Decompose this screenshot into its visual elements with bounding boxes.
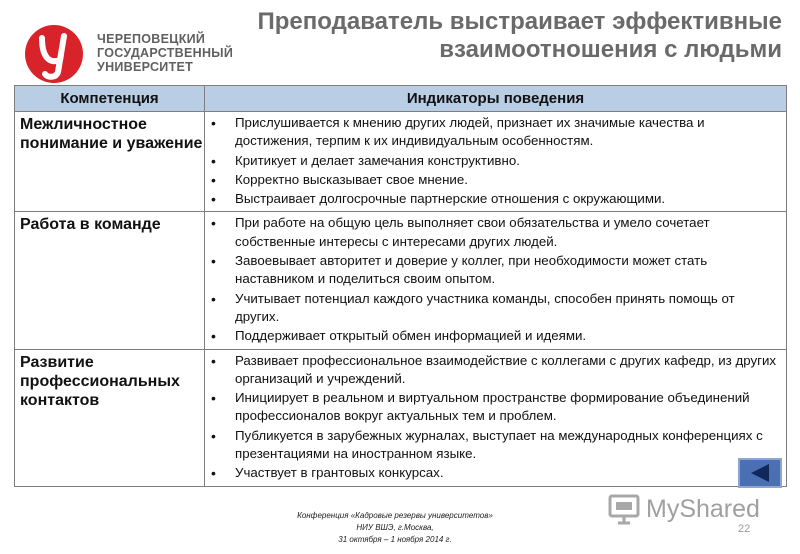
list-item: • Участвует в грантовых конкурсах. bbox=[205, 464, 780, 482]
conference-line-3: 31 октября – 1 ноября 2014 г. bbox=[338, 535, 452, 544]
indicators-cell bbox=[205, 212, 787, 349]
watermark bbox=[608, 492, 760, 526]
page-number: 22 bbox=[738, 523, 751, 535]
table-row bbox=[15, 212, 787, 349]
list-item: • При работе на общую цель выполняет свои обязательства и умело сочетает собственные интересы с интересами других людей. bbox=[205, 214, 780, 251]
table-row bbox=[15, 112, 787, 212]
competence-cell: Межличностное понимание и уважение bbox=[15, 112, 205, 212]
competence-table bbox=[14, 85, 787, 487]
header-indicators: Индикаторы поведения bbox=[205, 86, 787, 112]
table-header-row bbox=[15, 86, 787, 112]
arrow-left-icon bbox=[751, 464, 769, 482]
watermark-text: MyShared bbox=[646, 494, 760, 523]
conference-line-2: НИУ ВШЭ, г.Москва, bbox=[356, 523, 434, 532]
indicator-list bbox=[205, 212, 786, 348]
university-logo bbox=[24, 24, 88, 84]
slide-title bbox=[258, 8, 782, 64]
list-item: • Поддерживает открытый обмен информацией и идеями. bbox=[205, 327, 780, 345]
university-name-line-1: ЧЕРЕПОВЕЦКИЙ bbox=[97, 32, 206, 46]
indicators-cell bbox=[205, 349, 787, 486]
conference-info bbox=[245, 510, 545, 546]
indicator-list bbox=[205, 350, 786, 486]
list-item: • Корректно высказывает свое мнение. bbox=[205, 171, 780, 189]
list-item: • Прислушивается к мнению других людей, признает их значимые качества и достижения, терпим к их индивидуальным особенностям. bbox=[205, 114, 780, 151]
previous-slide-button[interactable] bbox=[738, 458, 782, 488]
list-item: • Публикуется в зарубежных журналах, выступает на международных конференциях с презентациями на иностранном языке. bbox=[205, 427, 780, 464]
university-name bbox=[97, 32, 233, 74]
list-item: • Инициирует в реальном и виртуальном пространстве формирование объединений профессионалов вокруг актуальных тем и проблем. bbox=[205, 389, 780, 426]
indicators-cell bbox=[205, 112, 787, 212]
list-item: • Завоевывает авторитет и доверие у коллег, при необходимости может стать наставником и поделиться своим опытом. bbox=[205, 252, 780, 289]
slide-title-line-2: взаимоотношения с людьми bbox=[439, 36, 782, 63]
university-name-line-3: УНИВЕРСИТЕТ bbox=[97, 60, 194, 74]
list-item: • Учитывает потенциал каждого участника команды, способен принять помощь от других. bbox=[205, 290, 780, 327]
list-item: • Выстраивает долгосрочные партнерские отношения с окружающими. bbox=[205, 190, 780, 208]
competence-cell: Развитие профессиональных контактов bbox=[15, 349, 205, 486]
list-item: • Развивает профессиональное взаимодействие с коллегами с других кафедр, из других организаций и учреждений. bbox=[205, 352, 780, 389]
slide-title-line-1: Преподаватель выстраивает эффективные bbox=[257, 8, 782, 35]
presentation-icon bbox=[608, 493, 640, 525]
competence-cell: Работа в команде bbox=[15, 212, 205, 349]
header-competence: Компетенция bbox=[15, 86, 205, 112]
indicator-list bbox=[205, 112, 786, 211]
university-name-line-2: ГОСУДАРСТВЕННЫЙ bbox=[97, 46, 234, 60]
table-row bbox=[15, 349, 787, 486]
list-item: • Критикует и делает замечания конструктивно. bbox=[205, 152, 780, 170]
conference-line-1: Конференция «Кадровые резервы университетов» bbox=[297, 511, 493, 520]
